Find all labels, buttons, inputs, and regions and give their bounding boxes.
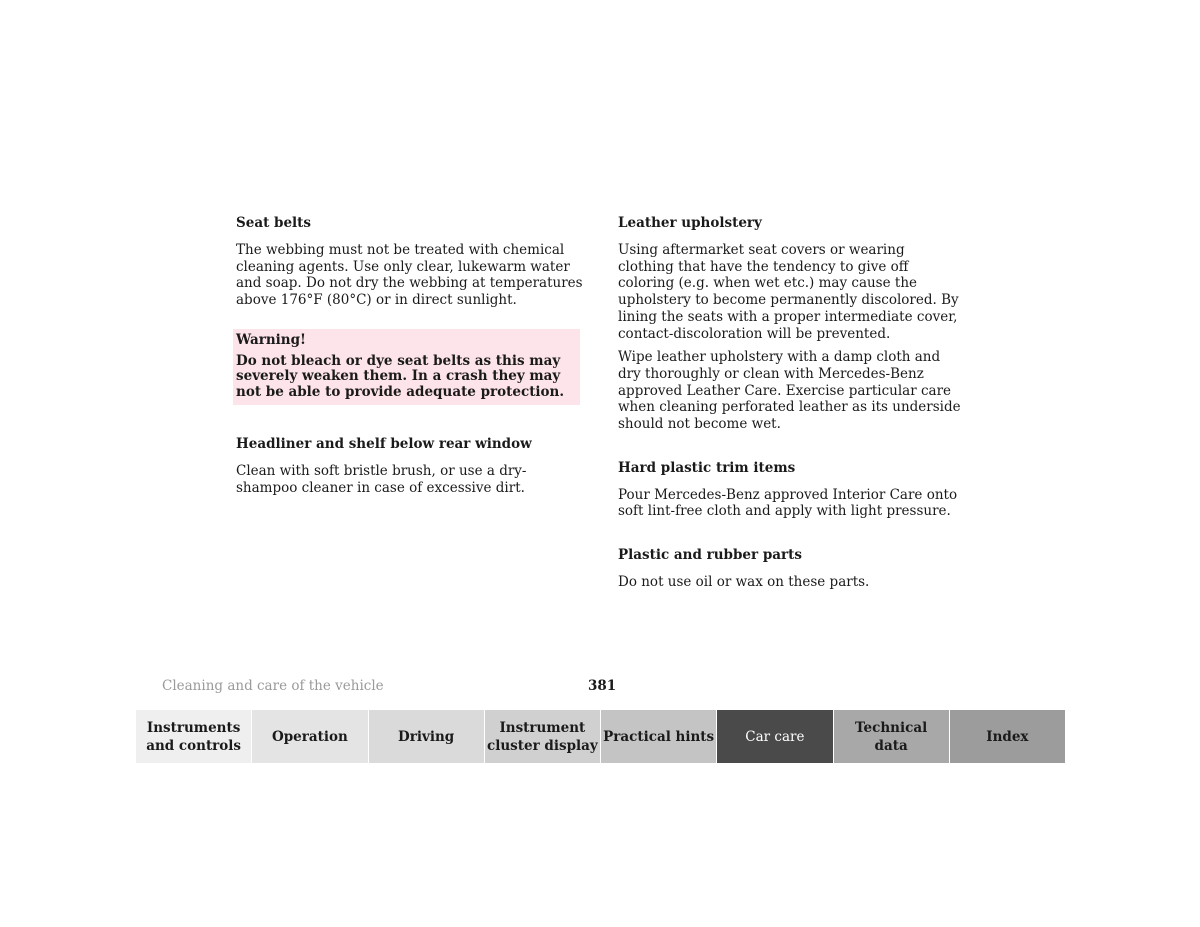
seat-belts-heading: Seat belts	[236, 215, 312, 231]
plastic-rubber-section	[618, 546, 963, 591]
headliner-text: Clean with soft bristle brush, or use a dry-shampoo cleaner in case of excessive dirt.	[236, 463, 527, 497]
headliner-heading: Headliner and shelf below rear window	[236, 436, 532, 453]
hard-plastic-text: Pour Mercedes-Benz approved Interior Care onto soft lint-free cloth and apply with light pressure.	[618, 486, 958, 520]
leather-section	[618, 214, 963, 433]
leather-text-2: Wipe leather upholstery with a damp cloth and dry thoroughly or clean with Mercedes-Benz approved Leather Care. Exercise particular care when cleaning perforated leather as its underside should not become wet.	[618, 349, 961, 433]
right-column	[618, 214, 963, 617]
leather-text-1: Using aftermarket seat covers or wearing clothing that have the tendency to give off coloring (e.g. when wet etc.) may cause the upholstery to become permanently discolored. By lining the seats with a proper intermediate cover, contact-discoloration will be prevented.	[618, 242, 959, 342]
seat-belts-section	[236, 214, 586, 309]
tab-technical-data[interactable]: Technical data	[834, 710, 950, 763]
tab-operation[interactable]: Operation	[252, 710, 368, 763]
warning-title: Warning!	[236, 331, 306, 348]
warning-box	[233, 329, 580, 406]
tab-practical-hints[interactable]: Practical hints	[601, 710, 717, 763]
tab-car-care[interactable]: Car care	[717, 710, 833, 763]
plastic-rubber-heading: Plastic and rubber parts	[618, 547, 802, 564]
hard-plastic-heading: Hard plastic trim items	[618, 459, 796, 476]
tab-index[interactable]: Index	[950, 710, 1065, 763]
headliner-section	[236, 435, 586, 496]
chapter-nav	[136, 710, 1065, 763]
hard-plastic-section	[618, 459, 963, 520]
tab-driving[interactable]: Driving	[369, 710, 485, 763]
seat-belts-text: The webbing must not be treated with chemical cleaning agents. Use only clear, lukewarm water and soap. Do not dry the webbing at temperatures above 176°F (80°C) or in direct sunlight.	[236, 242, 583, 309]
footer-section-title: Cleaning and care of the vehicle	[162, 678, 384, 694]
page-number: 381	[588, 678, 617, 694]
leather-heading: Leather upholstery	[618, 215, 762, 231]
plastic-rubber-text: Do not use oil or wax on these parts.	[618, 574, 870, 591]
warning-text: Do not bleach or dye seat belts as this may severely weaken them. In a crash they may not be able to provide adequate protection.	[236, 352, 565, 400]
tab-instruments-and-controls[interactable]: Instruments and controls	[136, 710, 252, 763]
tab-instrument-cluster-display[interactable]: Instrument cluster display	[485, 710, 601, 763]
left-column	[236, 214, 586, 523]
